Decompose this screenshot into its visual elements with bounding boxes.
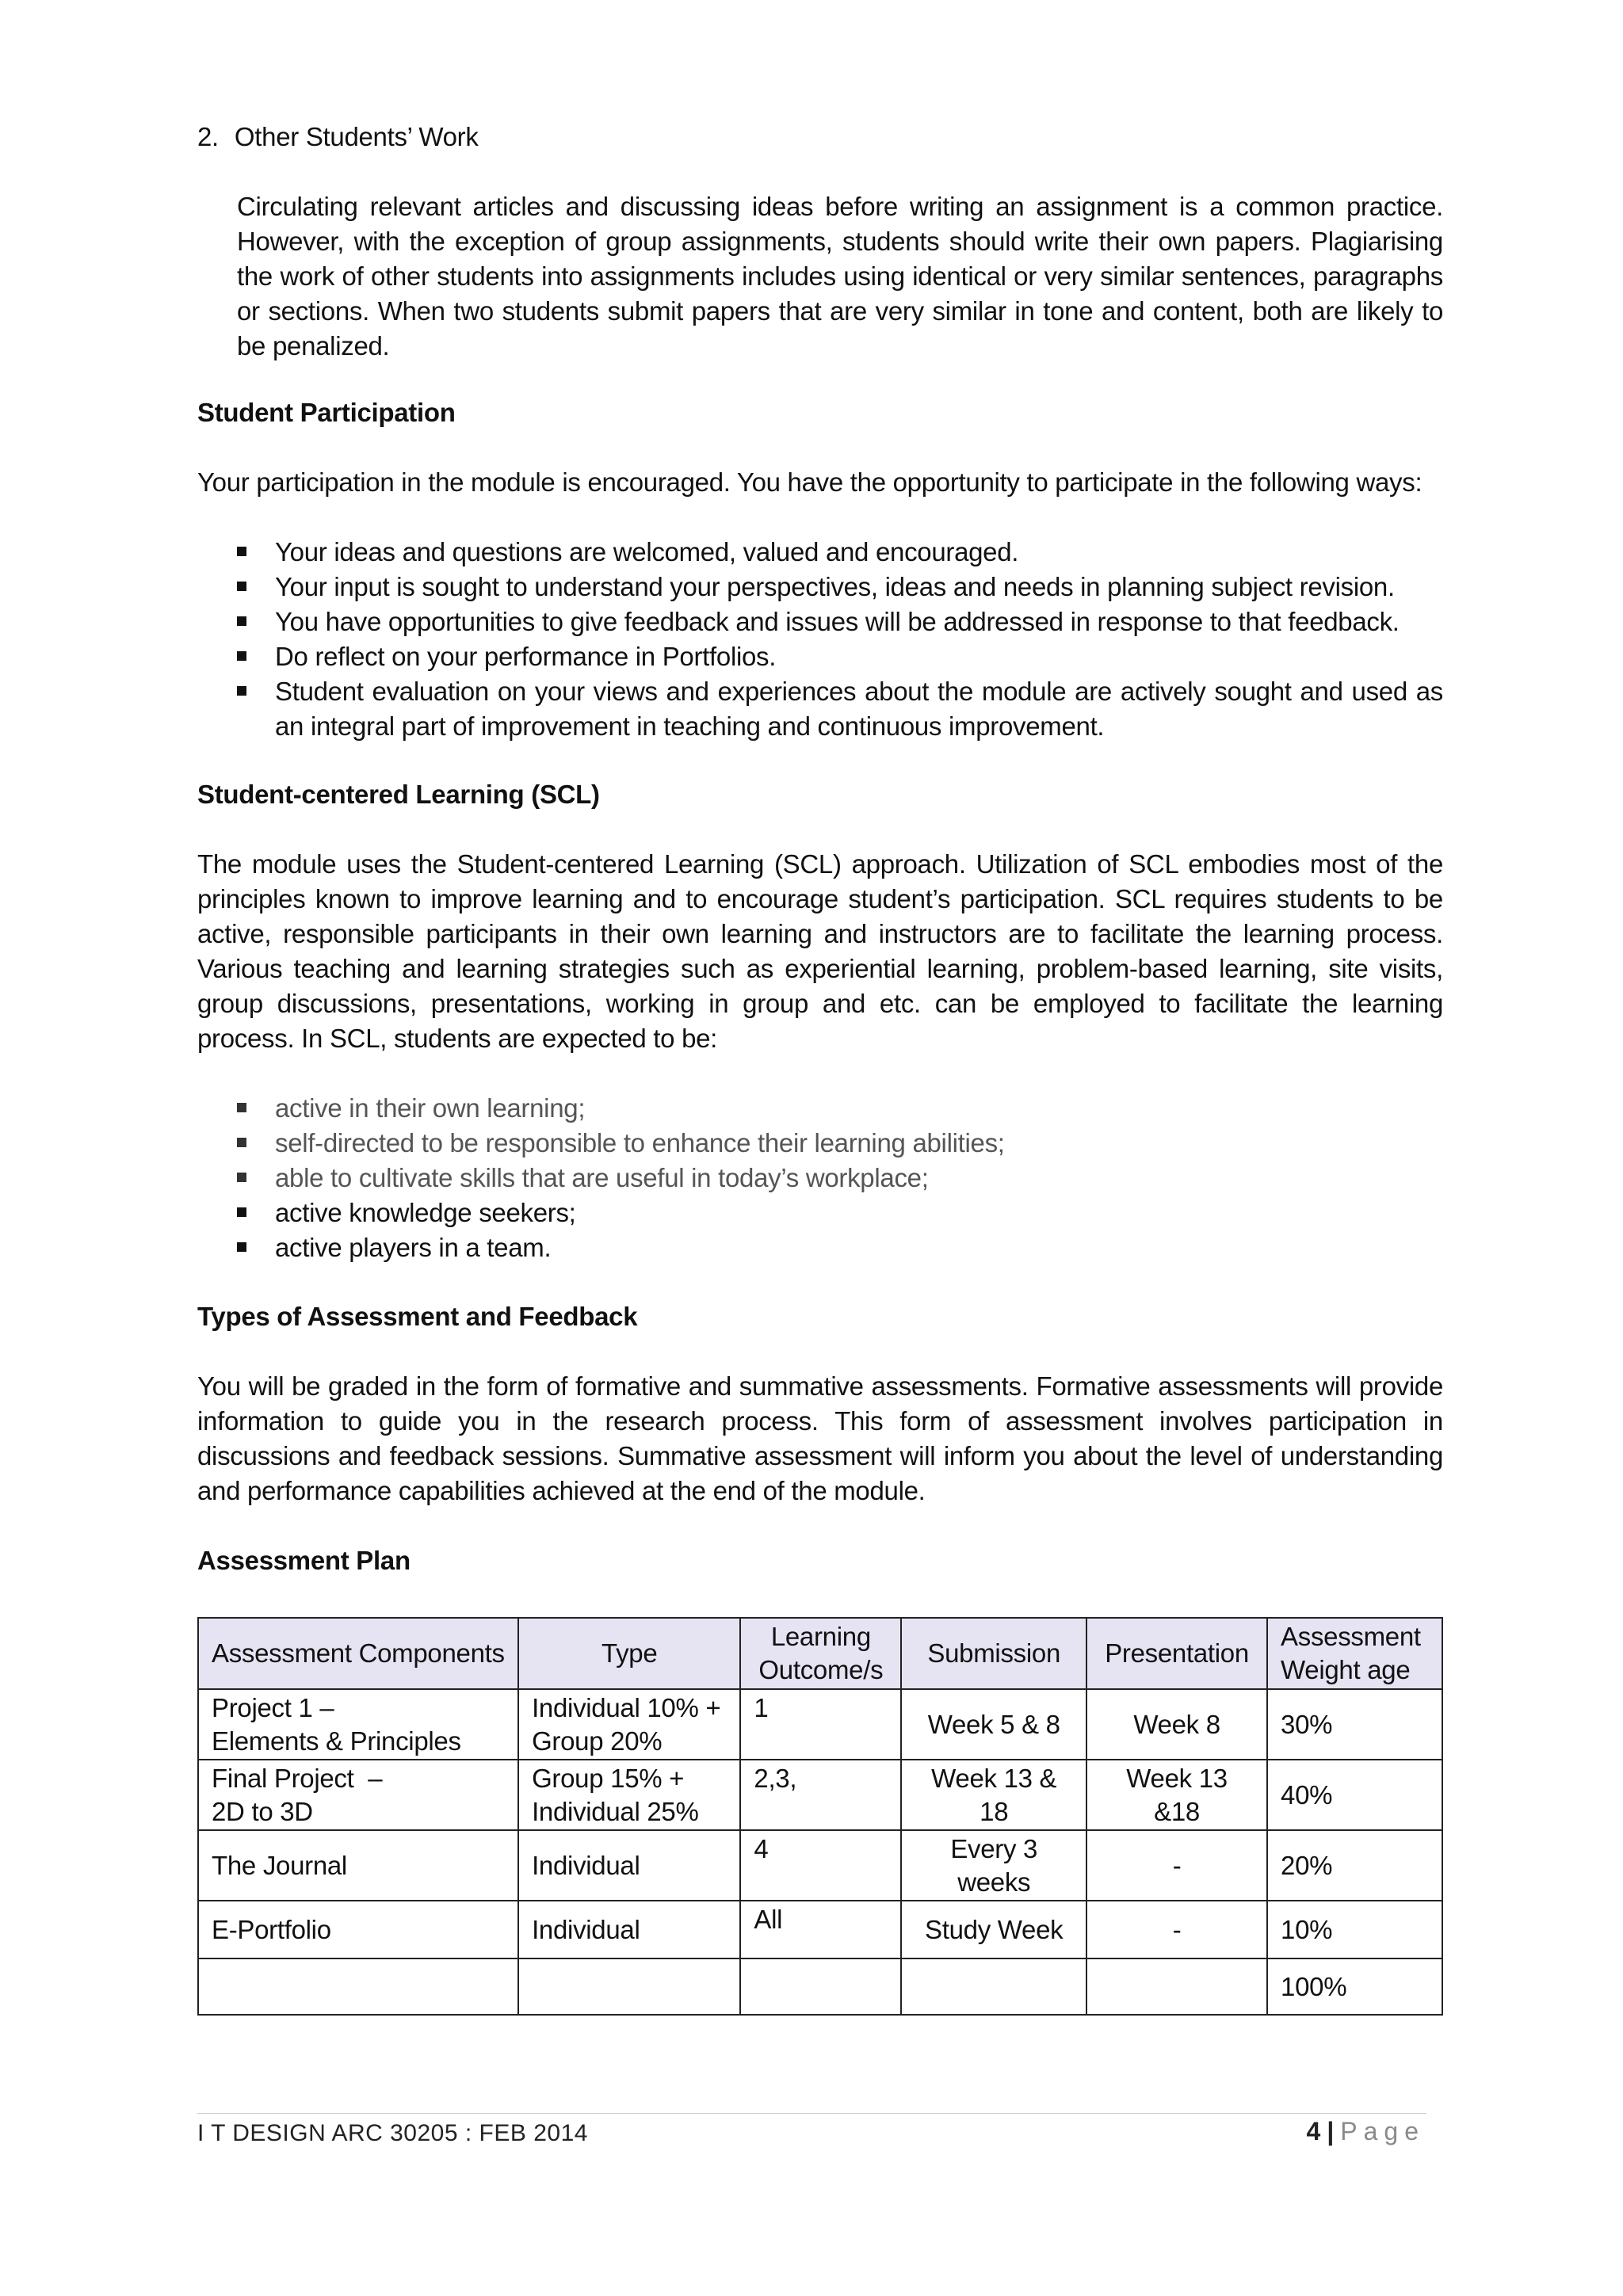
- page-word: Page: [1340, 2117, 1425, 2145]
- table-cell: Project 1 – Elements & Principles: [198, 1689, 518, 1760]
- table-cell: Week 13 & 18: [901, 1760, 1086, 1830]
- table-cell: E-Portfolio: [198, 1901, 518, 1958]
- table-cell: 10%: [1267, 1901, 1442, 1958]
- footer-page-indicator: [1307, 2117, 1425, 2146]
- header-cell: Assessment Weight age: [1267, 1618, 1442, 1689]
- table-cell: Week 13 &18: [1086, 1760, 1267, 1830]
- other-students-paragraph: Circulating relevant articles and discussing ideas before writing an assignment is a common practice. However, with the exception of group assignments, students should write their own papers. Plagiarising the work of other students into assignments includes using identical or very similar sentences, paragraphs or sections. When two students submit papers that are very similar in tone and content, both are likely to be penalized.: [237, 192, 1443, 360]
- table-cell: Every 3 weeks: [901, 1830, 1086, 1901]
- table-cell: 30%: [1267, 1689, 1442, 1760]
- table-cell: 2,3,: [740, 1760, 901, 1830]
- item-title: Other Students’ Work: [234, 122, 479, 151]
- list-item: active players in a team.: [197, 1230, 1443, 1265]
- list-item: active in their own learning;: [197, 1091, 1443, 1126]
- table-cell: 100%: [1267, 1958, 1442, 2015]
- list-item: able to cultivate skills that are useful in today’s workplace;: [197, 1161, 1443, 1196]
- bullet-square-icon: [237, 1103, 246, 1112]
- table-cell: -: [1086, 1830, 1267, 1901]
- table-row: [198, 1901, 1442, 1958]
- section-heading-scl: Student-centered Learning (SCL): [197, 780, 600, 809]
- table-cell: Final Project – 2D to 3D: [198, 1760, 518, 1830]
- footer-divider: [197, 2113, 1426, 2114]
- table-row: [198, 1830, 1442, 1901]
- list-item: Your input is sought to understand your perspectives, ideas and needs in planning subject revision.: [197, 570, 1443, 605]
- header-cell: Type: [518, 1618, 740, 1689]
- list-item: self-directed to be responsible to enhance their learning abilities;: [197, 1126, 1443, 1161]
- table-cell: [901, 1958, 1086, 2015]
- participation-list: [197, 535, 1443, 744]
- footer-separator: |: [1327, 2117, 1335, 2145]
- table-cell: [518, 1958, 740, 2015]
- list-item: active knowledge seekers;: [197, 1196, 1443, 1230]
- list-item: Your ideas and questions are welcomed, valued and encouraged.: [197, 535, 1443, 570]
- table-cell: 4: [740, 1830, 901, 1901]
- table-cell: Individual: [518, 1830, 740, 1901]
- table-cell: Individual 10% + Group 20%: [518, 1689, 740, 1760]
- bullet-square-icon: [237, 1138, 246, 1147]
- header-cell: Learning Outcome/s: [740, 1618, 901, 1689]
- numbered-item-heading: [197, 120, 479, 154]
- table-cell: Week 8: [1086, 1689, 1267, 1760]
- table-cell: The Journal: [198, 1830, 518, 1901]
- table-cell: Week 5 & 8: [901, 1689, 1086, 1760]
- table-header-row: [198, 1618, 1442, 1689]
- bullet-square-icon: [237, 547, 246, 556]
- section-heading-assessment-plan: Assessment Plan: [197, 1546, 411, 1575]
- section-heading-participation: Student Participation: [197, 398, 456, 427]
- bullet-square-icon: [237, 616, 246, 626]
- list-item: Do reflect on your performance in Portfolios.: [197, 639, 1443, 674]
- table-cell: [198, 1958, 518, 2015]
- header-cell: Submission: [901, 1618, 1086, 1689]
- table-cell: Group 15% + Individual 25%: [518, 1760, 740, 1830]
- assessment-plan-table: [197, 1617, 1443, 2016]
- footer-course-code: I T DESIGN ARC 30205 : FEB 2014: [197, 2120, 588, 2146]
- table-cell: [740, 1958, 901, 2015]
- item-number: 2.: [197, 122, 219, 151]
- page-number: 4: [1306, 2117, 1321, 2145]
- header-cell: Presentation: [1086, 1618, 1267, 1689]
- section-heading-assessment-types: Types of Assessment and Feedback: [197, 1302, 638, 1331]
- header-cell: Assessment Components: [198, 1618, 518, 1689]
- scl-paragraph: The module uses the Student-centered Learning (SCL) approach. Utilization of SCL embodies most of the principles known to improve learning and to encourage student’s participation. SCL requires students to be active, responsible participants in their own learning and instructors are to facilitate the learning process. Various teaching and learning strategies such as experiential learning, problem-based learning, site visits, group discussions, presentations, working in group and etc. can be employed to facilitate the learning process. In SCL, students are expected to be:: [197, 849, 1443, 1053]
- table-cell: 40%: [1267, 1760, 1442, 1830]
- table-cell: Individual: [518, 1901, 740, 1958]
- table-cell: All: [740, 1901, 901, 1958]
- assessment-types-paragraph: You will be graded in the form of formative and summative assessments. Formative assessments will provide information to guide you in the research process. This form of assessment involves participation in discussions and feedback sessions. Summative assessment will inform you about the level of understanding and performance capabilities achieved at the end of the module.: [197, 1371, 1443, 1505]
- bullet-square-icon: [237, 1242, 246, 1252]
- list-item: You have opportunities to give feedback and issues will be addressed in response to that feedback.: [197, 605, 1443, 639]
- bullet-square-icon: [237, 1173, 246, 1182]
- table-cell: Study Week: [901, 1901, 1086, 1958]
- bullet-square-icon: [237, 651, 246, 661]
- table-cell: 20%: [1267, 1830, 1442, 1901]
- table-cell: -: [1086, 1901, 1267, 1958]
- bullet-square-icon: [237, 686, 246, 696]
- table-row: [198, 1689, 1442, 1760]
- table-cell: 1: [740, 1689, 901, 1760]
- bullet-square-icon: [237, 1207, 246, 1217]
- table-row: [198, 1760, 1442, 1830]
- table-row: [198, 1958, 1442, 2015]
- list-item: Student evaluation on your views and experiences about the module are actively sought and used as an integral part of improvement in teaching and continuous improvement.: [197, 674, 1443, 744]
- bullet-square-icon: [237, 582, 246, 591]
- participation-intro: Your participation in the module is encouraged. You have the opportunity to participate in the following ways:: [197, 467, 1423, 497]
- scl-list: [197, 1091, 1443, 1265]
- table-cell: [1086, 1958, 1267, 2015]
